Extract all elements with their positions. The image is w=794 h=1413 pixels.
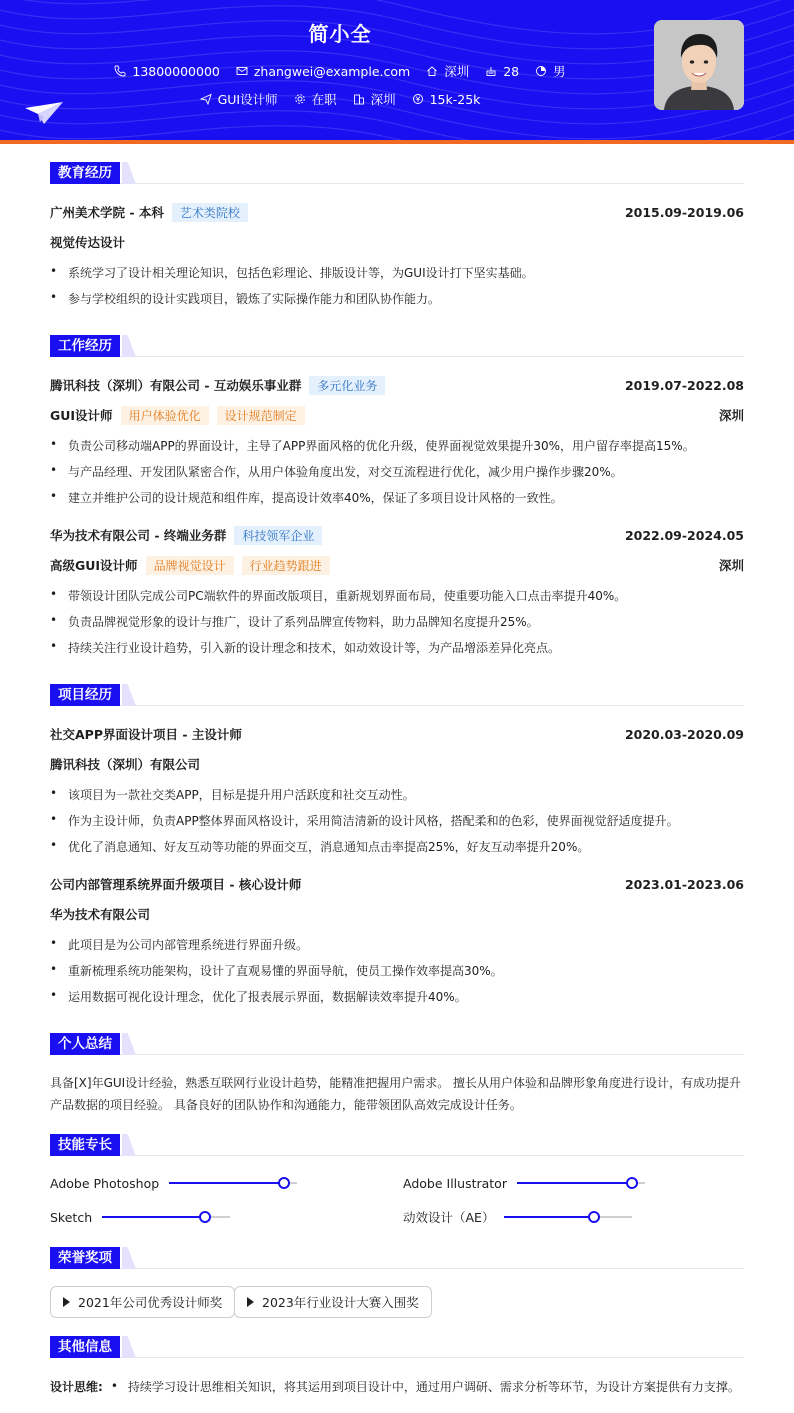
award-text: 2021年公司优秀设计师奖 [78, 1295, 223, 1310]
city-item [426, 62, 469, 80]
skill-slider-knob [626, 1177, 638, 1189]
skill-slider-knob [199, 1211, 211, 1223]
list-item: • 带领设计团队完成公司PC端软件的界面改版项目，重新规划界面布局，使重要功能入口点击率提升40%。 [50, 587, 744, 604]
project-company: 华为技术有限公司 [50, 907, 151, 922]
money-icon [412, 93, 424, 105]
resume-header [0, 0, 794, 140]
phone-text: 13800000000 [132, 63, 220, 79]
skill-tag: 设计规范制定 [217, 406, 305, 425]
project-date: 2023.01-2023.06 [624, 876, 744, 892]
project-header-row [50, 874, 744, 894]
skill-tag: 用户体验优化 [121, 406, 209, 425]
list-item: • 作为主设计师，负责APP整体界面风格设计，采用简洁清新的设计风格，搭配柔和的色彩，使界面视觉舒适度提升。 [50, 812, 744, 829]
status-text: 在职 [311, 92, 337, 107]
position-item [200, 90, 278, 108]
other-title: 其他信息 [50, 1336, 120, 1358]
role-name: GUI设计师 [50, 408, 113, 423]
skills-title: 技能专长 [50, 1134, 120, 1156]
other-section [50, 1336, 744, 1358]
send-icon [200, 93, 212, 105]
projects-title: 项目经历 [50, 684, 120, 706]
summary-section [50, 1033, 744, 1055]
work-date: 2019.07-2022.08 [624, 377, 744, 393]
section-title [50, 335, 744, 357]
project-header-row [50, 724, 744, 744]
list-item: • 建立并维护公司的设计规范和组件库，提高设计效率40%，保证了多项目设计风格的一致性。 [50, 489, 744, 506]
skill-slider [169, 1182, 297, 1184]
award-item [50, 1286, 235, 1318]
target-city-text: 深圳 [370, 92, 396, 107]
gender-item [535, 62, 566, 80]
work-role-row [50, 405, 744, 425]
project-title: 社交APP界面设计项目 - 主设计师 [50, 727, 242, 742]
skill-tag: 行业趋势跟进 [242, 556, 330, 575]
other-info-row [50, 1376, 744, 1396]
skill-item [403, 1173, 645, 1193]
list-item: • 负责公司移动端APP的界面设计，主导了APP界面风格的优化升级，使界面视觉效果提升30%，用户留存率提高15%。 [50, 437, 744, 454]
list-item: • 负责品牌视觉形象的设计与推广，设计了系列品牌宣传物料，助力品牌知名度提升25%。 [50, 613, 744, 630]
skill-slider [517, 1182, 645, 1184]
list-item: • 优化了消息通知、好友互动等功能的界面交互，消息通知点击率提高25%，好友互动率提升20%。 [50, 838, 744, 855]
skill-tag: 品牌视觉设计 [146, 556, 234, 575]
section-title [50, 684, 744, 706]
work-header-row [50, 525, 744, 545]
header-accent-bar [0, 140, 794, 144]
school-name: 广州美术学院 - 本科 [50, 205, 164, 220]
skill-slider-fill [504, 1216, 594, 1218]
home-icon [426, 65, 438, 77]
role-name: 高级GUI设计师 [50, 558, 138, 573]
list-item: • 参与学校组织的设计实践项目，锻炼了实际操作能力和团队协作能力。 [50, 290, 744, 307]
skills-section [50, 1134, 744, 1156]
other-text: 持续学习设计思维相关知识，将其运用到项目设计中，通过用户调研、需求分析等环节，为设计方案提供有力支撑。 [127, 1379, 740, 1394]
salary-text: 15k-25k [429, 91, 481, 107]
company-name: 华为技术有限公司 - 终端业务群 [50, 528, 227, 543]
gear-icon [294, 93, 306, 105]
skill-name: Sketch [50, 1209, 93, 1225]
section-title [50, 1247, 744, 1269]
skill-slider [102, 1216, 230, 1218]
phone-item [114, 64, 219, 79]
job-intent-row [0, 90, 680, 108]
section-title [50, 1134, 744, 1156]
skill-item [50, 1207, 230, 1227]
title-slant-decoration [122, 1336, 136, 1358]
project-company-row [50, 904, 744, 924]
skill-slider-fill [102, 1216, 204, 1218]
skill-slider-knob [588, 1211, 600, 1223]
mail-icon [236, 65, 248, 77]
city-text: 深圳 [444, 64, 470, 79]
awards-section [50, 1247, 744, 1269]
paper-plane-icon [24, 100, 64, 126]
skill-slider [504, 1216, 632, 1218]
email-item [236, 64, 410, 79]
contact-row [0, 62, 680, 80]
title-slant-decoration [122, 335, 136, 357]
age-item [485, 64, 519, 79]
bullet-dot: • [110, 1379, 118, 1393]
list-item: • 持续关注行业设计趋势，引入新的设计理念和技术，如动效设计等，为产品增添差异化亮点。 [50, 639, 744, 656]
skill-slider-fill [517, 1182, 632, 1184]
list-item: • 运用数据可视化设计理念，优化了报表展示界面，数据解读效率提升40%。 [50, 988, 744, 1005]
gender-text: 男 [553, 64, 566, 79]
pie-icon [535, 65, 547, 77]
list-item: • 系统学习了设计相关理论知识，包括色彩理论、排版设计等，为GUI设计打下坚实基础。 [50, 264, 744, 281]
work-section [50, 335, 744, 655]
work-city: 深圳 [718, 558, 744, 573]
skill-item [50, 1173, 297, 1193]
phone-icon [114, 65, 126, 77]
projects-section [50, 684, 744, 1004]
skill-item [403, 1207, 632, 1227]
email-text: zhangwei@example.com [253, 63, 411, 79]
summary-text [50, 1072, 744, 1116]
education-section [50, 162, 744, 306]
skill-name: Adobe Photoshop [50, 1175, 160, 1191]
project-date: 2020.03-2020.09 [624, 726, 744, 742]
position-text: GUI设计师 [217, 92, 278, 107]
award-item [234, 1286, 432, 1318]
title-slant-decoration [122, 162, 136, 184]
section-title [50, 1336, 744, 1358]
project-title: 公司内部管理系统界面升级项目 - 核心设计师 [50, 877, 302, 892]
skill-name: 动效设计（AE） [403, 1210, 495, 1225]
target-city-item [353, 90, 396, 108]
work-city: 深圳 [718, 408, 744, 423]
education-title: 教育经历 [50, 162, 120, 184]
major-name: 视觉传达设计 [50, 235, 126, 250]
list-item: • 该项目为一款社交类APP，目标是提升用户活跃度和社交互动性。 [50, 786, 744, 803]
education-header-row [50, 202, 744, 222]
summary-line: 具备[X]年GUI设计经验，熟悉互联网行业设计趋势，能精准把握用户需求。 擅长从用户体验和品牌形象角度进行设计，有成功提升 [50, 1076, 742, 1090]
award-text: 2023年行业设计大赛入围奖 [262, 1295, 419, 1310]
education-date: 2015.09-2019.06 [624, 204, 744, 220]
status-item [294, 90, 337, 108]
play-icon [63, 1297, 70, 1307]
age-text: 28 [503, 63, 520, 79]
summary-title: 个人总结 [50, 1033, 120, 1055]
company-name: 腾讯科技（深圳）有限公司 - 互动娱乐事业群 [50, 378, 302, 393]
section-title [50, 1033, 744, 1055]
company-tag: 多元化业务 [309, 376, 385, 395]
project-company: 腾讯科技（深圳）有限公司 [50, 757, 201, 772]
building-icon [353, 93, 365, 105]
title-slant-decoration [122, 684, 136, 706]
salary-item [412, 92, 481, 107]
skill-name: Adobe Illustrator [403, 1175, 507, 1191]
company-tag: 科技领军企业 [234, 526, 322, 545]
title-slant-decoration [122, 1033, 136, 1055]
work-title: 工作经历 [50, 335, 120, 357]
avatar [654, 20, 744, 110]
title-slant-decoration [122, 1247, 136, 1269]
list-item: • 此项目是为公司内部管理系统进行界面升级。 [50, 936, 744, 953]
project-company-row [50, 754, 744, 774]
school-tag: 艺术类院校 [172, 203, 248, 222]
work-header-row [50, 375, 744, 395]
avatar-portrait-icon [654, 20, 744, 110]
work-date: 2022.09-2024.05 [624, 527, 744, 543]
cake-icon [485, 65, 497, 77]
list-item: • 重新梳理系统功能架构，设计了直观易懂的界面导航，使员工操作效率提高30%。 [50, 962, 744, 979]
summary-line: 产品数据的项目经验。 具备良好的团队协作和沟通能力，能带领团队高效完成设计任务。 [50, 1098, 522, 1112]
title-slant-decoration [122, 1134, 136, 1156]
list-item: • 与产品经理、开发团队紧密合作，从用户体验角度出发，对交互流程进行优化，减少用户操作步骤20%。 [50, 463, 744, 480]
awards-title: 荣誉奖项 [50, 1247, 120, 1269]
section-title [50, 162, 744, 184]
major-row [50, 232, 744, 252]
skill-slider-knob [278, 1177, 290, 1189]
candidate-name: 简小全 [308, 22, 372, 46]
play-icon [247, 1297, 254, 1307]
skill-slider-fill [169, 1182, 284, 1184]
work-role-row [50, 555, 744, 575]
other-label: 设计思维: [50, 1379, 103, 1394]
